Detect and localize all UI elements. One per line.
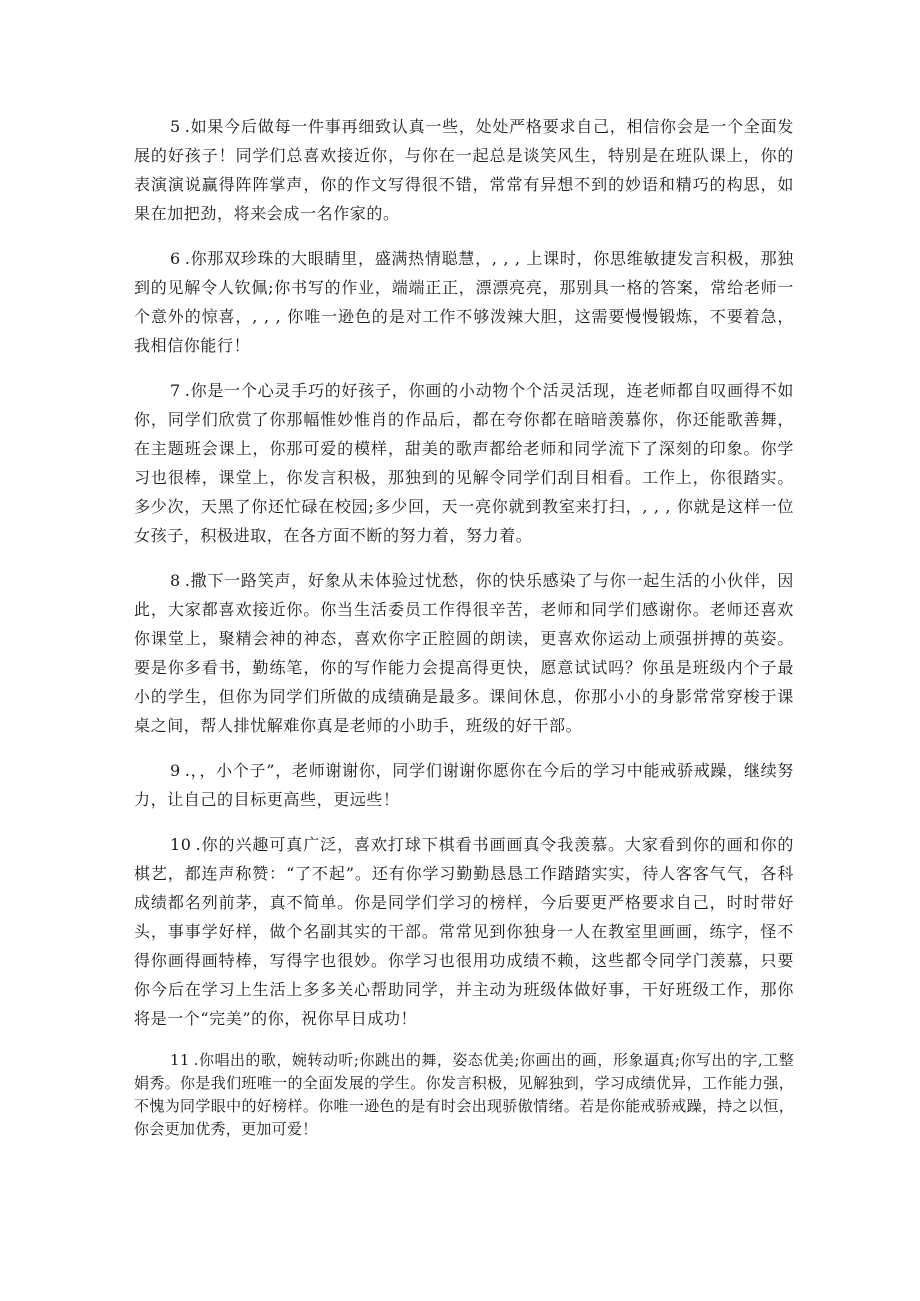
paragraph-text: .如果今后做每一件事再细致认真一些，处处严格要求自己，相信你会是一个全面发展的好孩子！同学们总喜欢接近你，与你在一起总是谈笑风生，特别是在班队课上，你的表演演说赢得阵阵掌声，你的作文写得很不错，常常有异想不到的妙语和精巧的构思，如果在加把劲，将来会成一名作家的。: [134, 117, 794, 223]
paragraph-number: 8: [170, 571, 181, 590]
paragraph-number: 6: [170, 249, 181, 268]
paragraph-number: 9: [170, 761, 181, 780]
paragraph-9: [134, 756, 794, 814]
paragraph-5: [134, 112, 794, 228]
paragraph-text: .你唱出的歌，婉转动听;你跳出的舞，姿态优美;你画出的画，形象逼真;你写出的字,工整娟秀。你是我们班唯一的全面发展的学生。你发言积极，见解独到，学习成绩优异，工作能力强，不愧为同学眼中的好榜样。你唯一逊色的是有时会出现骄傲情绪。若是你能戒骄戒躁，持之以恒，你会更加优秀，更加可爱！: [134, 1051, 794, 1138]
paragraph-7: [134, 376, 794, 550]
paragraph-number: 11: [170, 1051, 190, 1069]
paragraph-11: [134, 1049, 794, 1141]
paragraph-text: .你那双珍珠的大眼睛里，盛满热情聪慧，, , , 上课时，你思维敏捷发言积极，那独到的见解令人钦佩;你书写的作业，端端正正，漂漂亮亮，那别具一格的答案，常给老师一个意外的惊喜，, , , 你唯一逊色的是对工作不够泼辣大胆，这需要慢慢锻炼，不要着急，我相信你能行！: [134, 249, 794, 355]
paragraph-text: .你的兴趣可真广泛，喜欢打球下棋看书画画真令我羡慕。大家看到你的画和你的棋艺，都连声称赞：“了不起”。还有你学习勤勤恳恳工作踏踏实实，待人客客气气，各科成绩都名列前茅，真不简单。你是同学们学习的榜样，今后要更严格要求自己，时时带好头，事事学好样，做个名副其实的干部。常常见到你独身一人在教室里画画，练字，怪不得你画得画特棒，写得字也很妙。你学习也很用功成绩不赖，这些都令同学门羡慕，只要你今后在学习上生活上多多关心帮助同学，并主动为班级体做好事，干好班级工作，那你将是一个“完美”的你，祝你早日成功！: [134, 835, 794, 1028]
paragraph-text: .撒下一路笑声，好象从未体验过忧愁，你的快乐感染了与你一起生活的小伙伴，因此，大家都喜欢接近你。你当生活委员工作得很辛苦，老师和同学们感谢你。老师还喜欢你课堂上，聚精会神的神态，喜欢你字正腔圆的朗读，更喜欢你运动上顽强拼搏的英姿。要是你多看书，勤练笔，你的写作能力会提高得更快，愿意试试吗？你虽是班级内个子最小的学生，但你为同学们所做的成绩确是最多。课间休息，你那小小的身影常常穿梭于课桌之间，帮人排忧解难你真是老师的小助手，班级的好干部。: [134, 571, 794, 735]
document-page: [134, 112, 794, 1157]
paragraph-6: [134, 244, 794, 360]
paragraph-text: .你是一个心灵手巧的好孩子，你画的小动物个个活灵活现，连老师都自叹画得不如你，同学们欣赏了你那幅惟妙惟肖的作品后，都在夸你都在暗暗羡慕你，你还能歌善舞，在主题班会课上，你那可爱的模样，甜美的歌声都给老师和同学流下了深刻的印象。你学习也很棒，课堂上，你发言积极，那独到的见解令同学们刮目相看。工作上，你很踏实。多少次，天黑了你还忙碌在校园;多少回，天一亮你就到教室来打扫，, , , 你就是这样一位女孩子，积极进取，在各方面不断的努力着，努力着。: [134, 381, 794, 545]
paragraph-number: 10: [170, 835, 192, 854]
paragraph-text: .，，小个子”，老师谢谢你，同学们谢谢你愿你在今后的学习中能戒骄戒躁，继续努力，让自己的目标更高些，更远些！: [134, 761, 794, 809]
paragraph-number: 7: [170, 381, 181, 400]
paragraph-10: [134, 830, 794, 1033]
paragraph-8: [134, 566, 794, 740]
paragraph-number: 5: [170, 117, 181, 136]
